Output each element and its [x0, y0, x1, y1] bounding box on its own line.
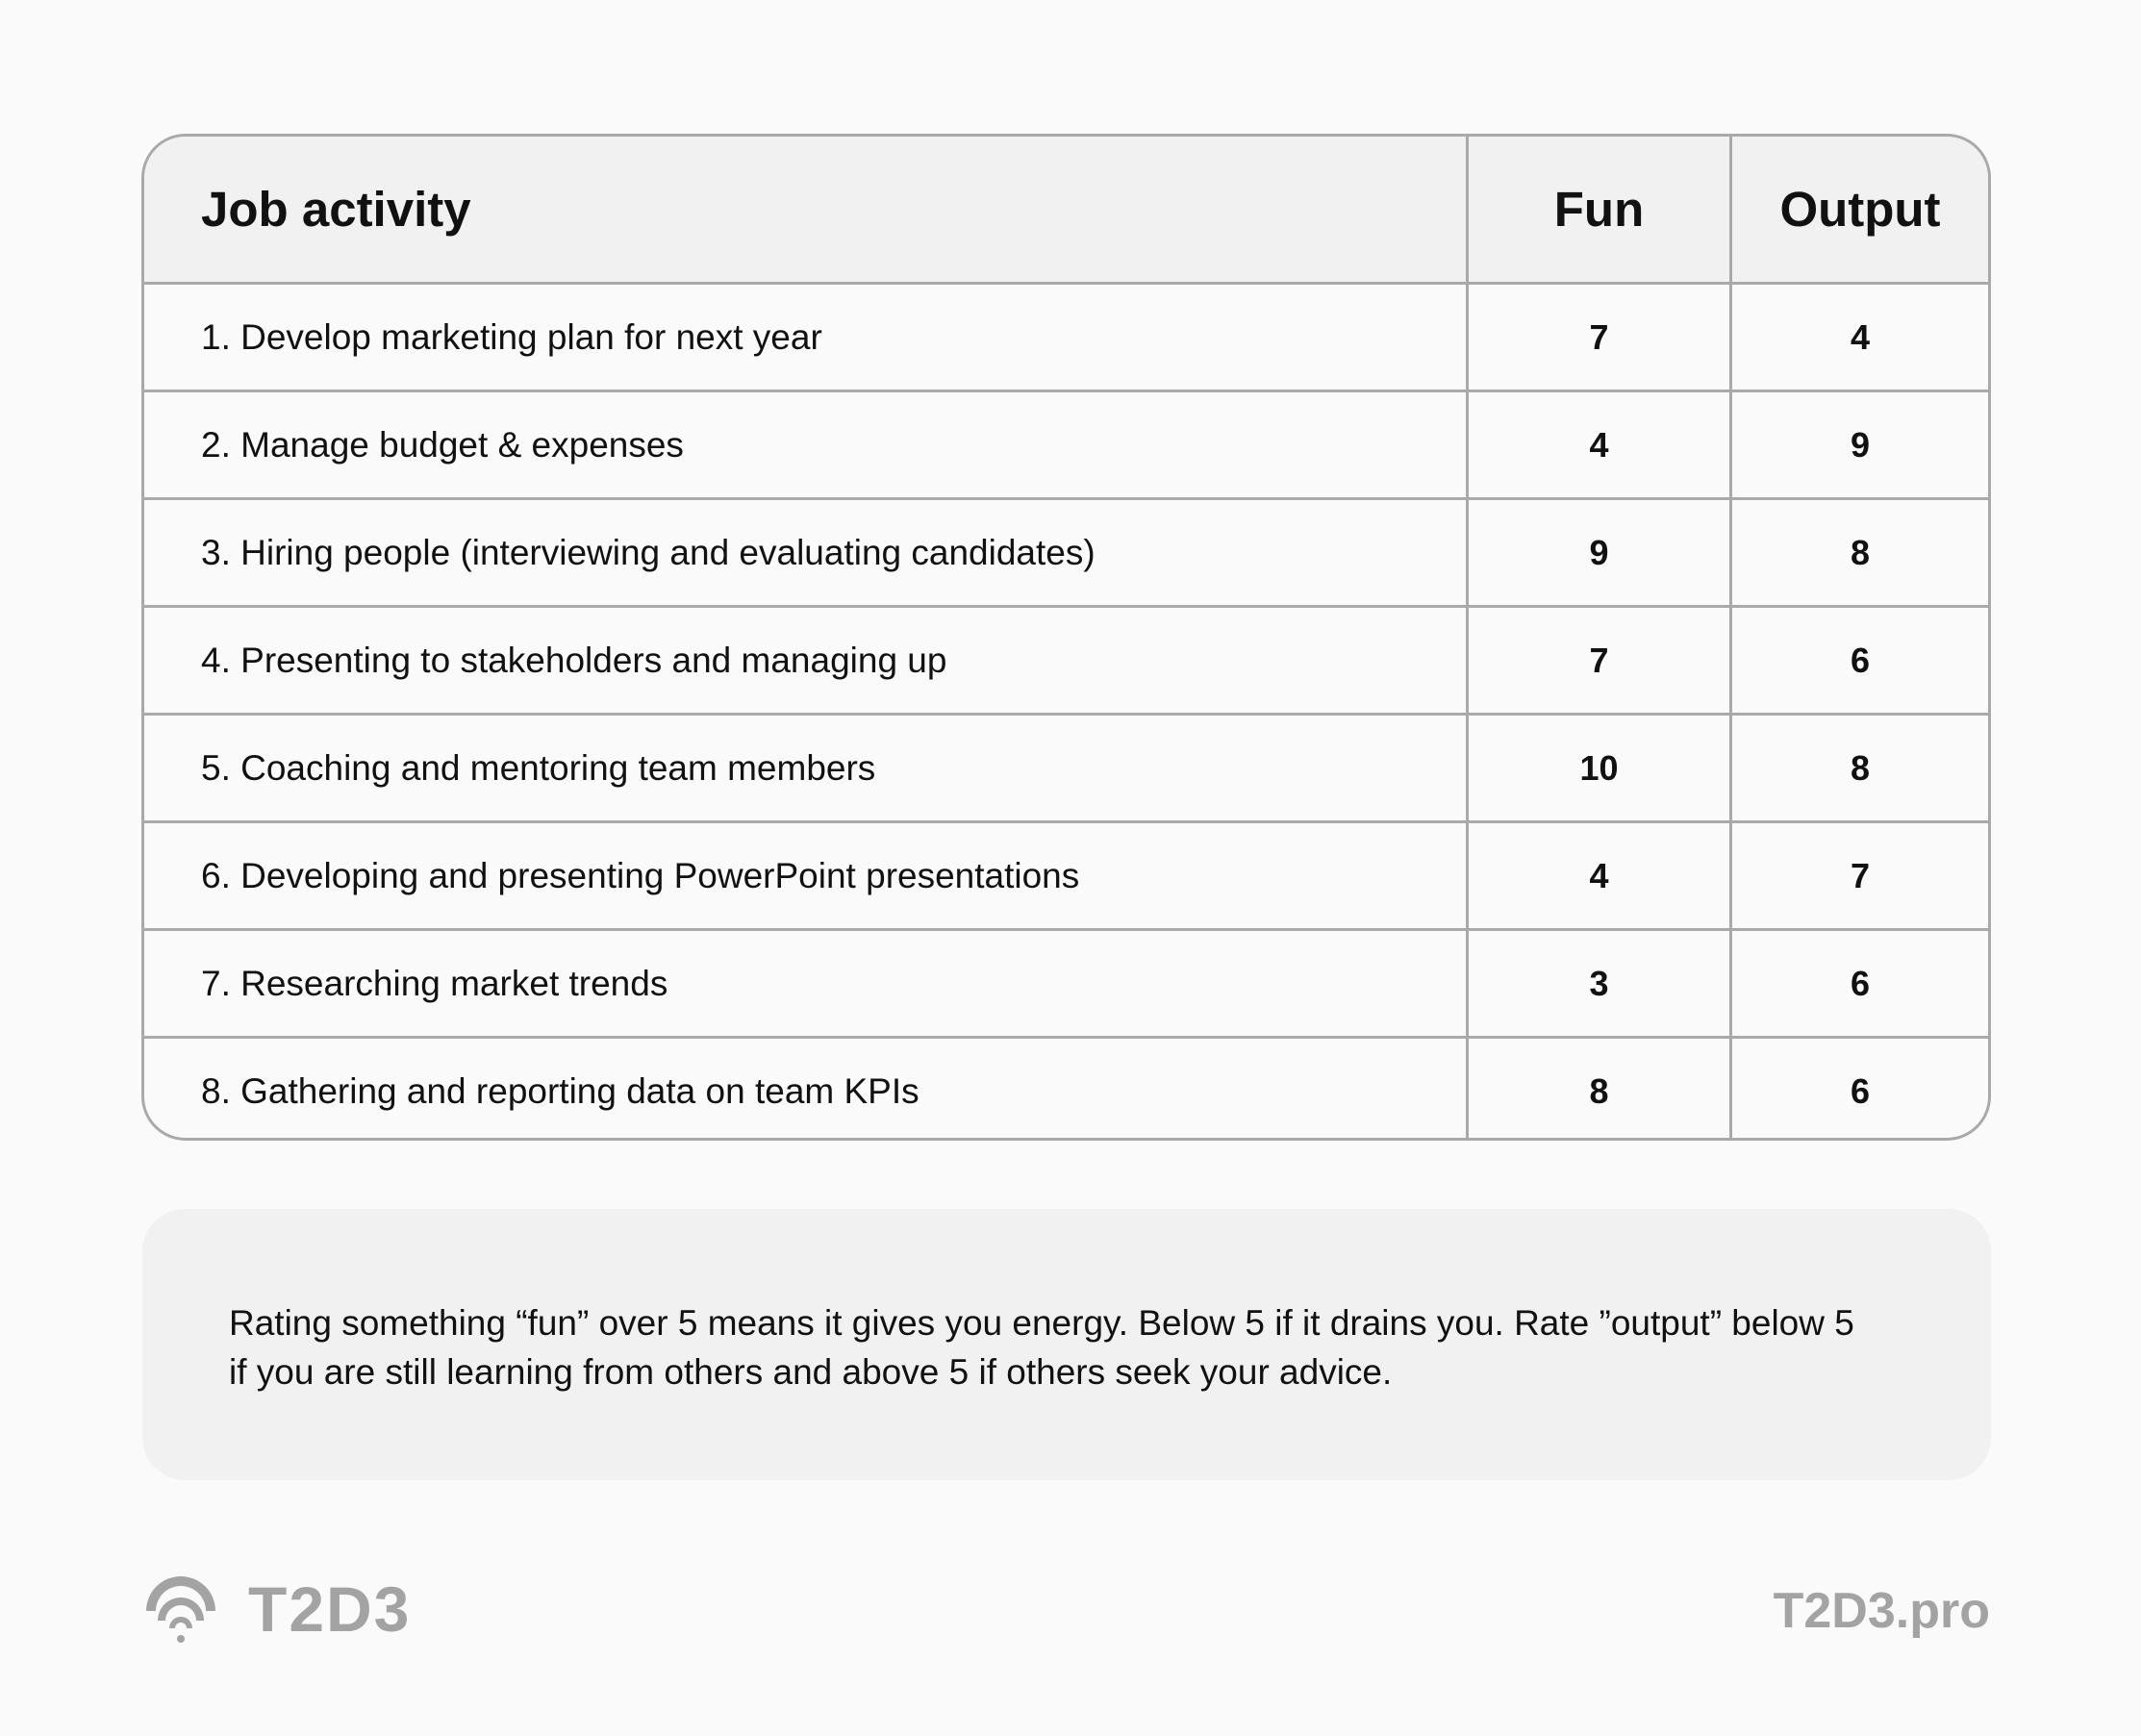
fun-cell: 9 — [1466, 500, 1729, 605]
activity-cell: 7. Researching market trends — [201, 963, 668, 1003]
table-row — [144, 1036, 1988, 1141]
table-header — [144, 137, 1988, 282]
output-cell: 8 — [1729, 500, 1988, 605]
activity-cell: 4. Presenting to stakeholders and managing up — [201, 640, 947, 680]
fun-cell: 8 — [1466, 1039, 1729, 1141]
rating-note — [142, 1209, 1991, 1480]
fun-cell: 4 — [1466, 823, 1729, 928]
output-cell: 6 — [1729, 608, 1988, 713]
activity-table — [141, 134, 1991, 1141]
signal-logo-icon — [142, 1572, 219, 1646]
table-row — [144, 282, 1988, 390]
table-row — [144, 497, 1988, 605]
fun-cell: 7 — [1466, 285, 1729, 390]
logo-text: T2D3 — [248, 1573, 412, 1645]
table-row — [144, 390, 1988, 497]
table-row — [144, 605, 1988, 713]
t2d3-logo — [142, 1572, 411, 1646]
output-cell: 6 — [1729, 1039, 1988, 1141]
activity-cell: 2. Manage budget & expenses — [201, 424, 684, 465]
fun-cell: 7 — [1466, 608, 1729, 713]
output-cell: 9 — [1729, 392, 1988, 497]
table-row — [144, 928, 1988, 1036]
output-cell: 7 — [1729, 823, 1988, 928]
activity-cell: 1. Develop marketing plan for next year — [201, 316, 822, 357]
activity-cell: 8. Gathering and reporting data on team KPIs — [201, 1070, 919, 1111]
site-url[interactable]: T2D3.pro — [1773, 1583, 1990, 1639]
table-row — [144, 713, 1988, 820]
header-fun: Fun — [1466, 137, 1729, 282]
output-cell: 4 — [1729, 285, 1988, 390]
fun-cell: 3 — [1466, 931, 1729, 1036]
output-cell: 6 — [1729, 931, 1988, 1036]
note-text: Rating something “fun” over 5 means it gives you energy. Below 5 if it drains you. Rate ”output” below 5 if you are still learning from others and above 5 if others seek your advice. — [229, 1303, 1854, 1392]
header-output: Output — [1729, 137, 1988, 282]
header-job-activity: Job activity — [201, 182, 471, 237]
output-cell: 8 — [1729, 716, 1988, 820]
activity-cell: 5. Coaching and mentoring team members — [201, 747, 876, 788]
activity-cell: 3. Hiring people (interviewing and evaluating candidates) — [201, 532, 1096, 572]
activity-cell: 6. Developing and presenting PowerPoint presentations — [201, 855, 1080, 895]
fun-cell: 4 — [1466, 392, 1729, 497]
fun-cell: 10 — [1466, 716, 1729, 820]
table-row — [144, 820, 1988, 928]
